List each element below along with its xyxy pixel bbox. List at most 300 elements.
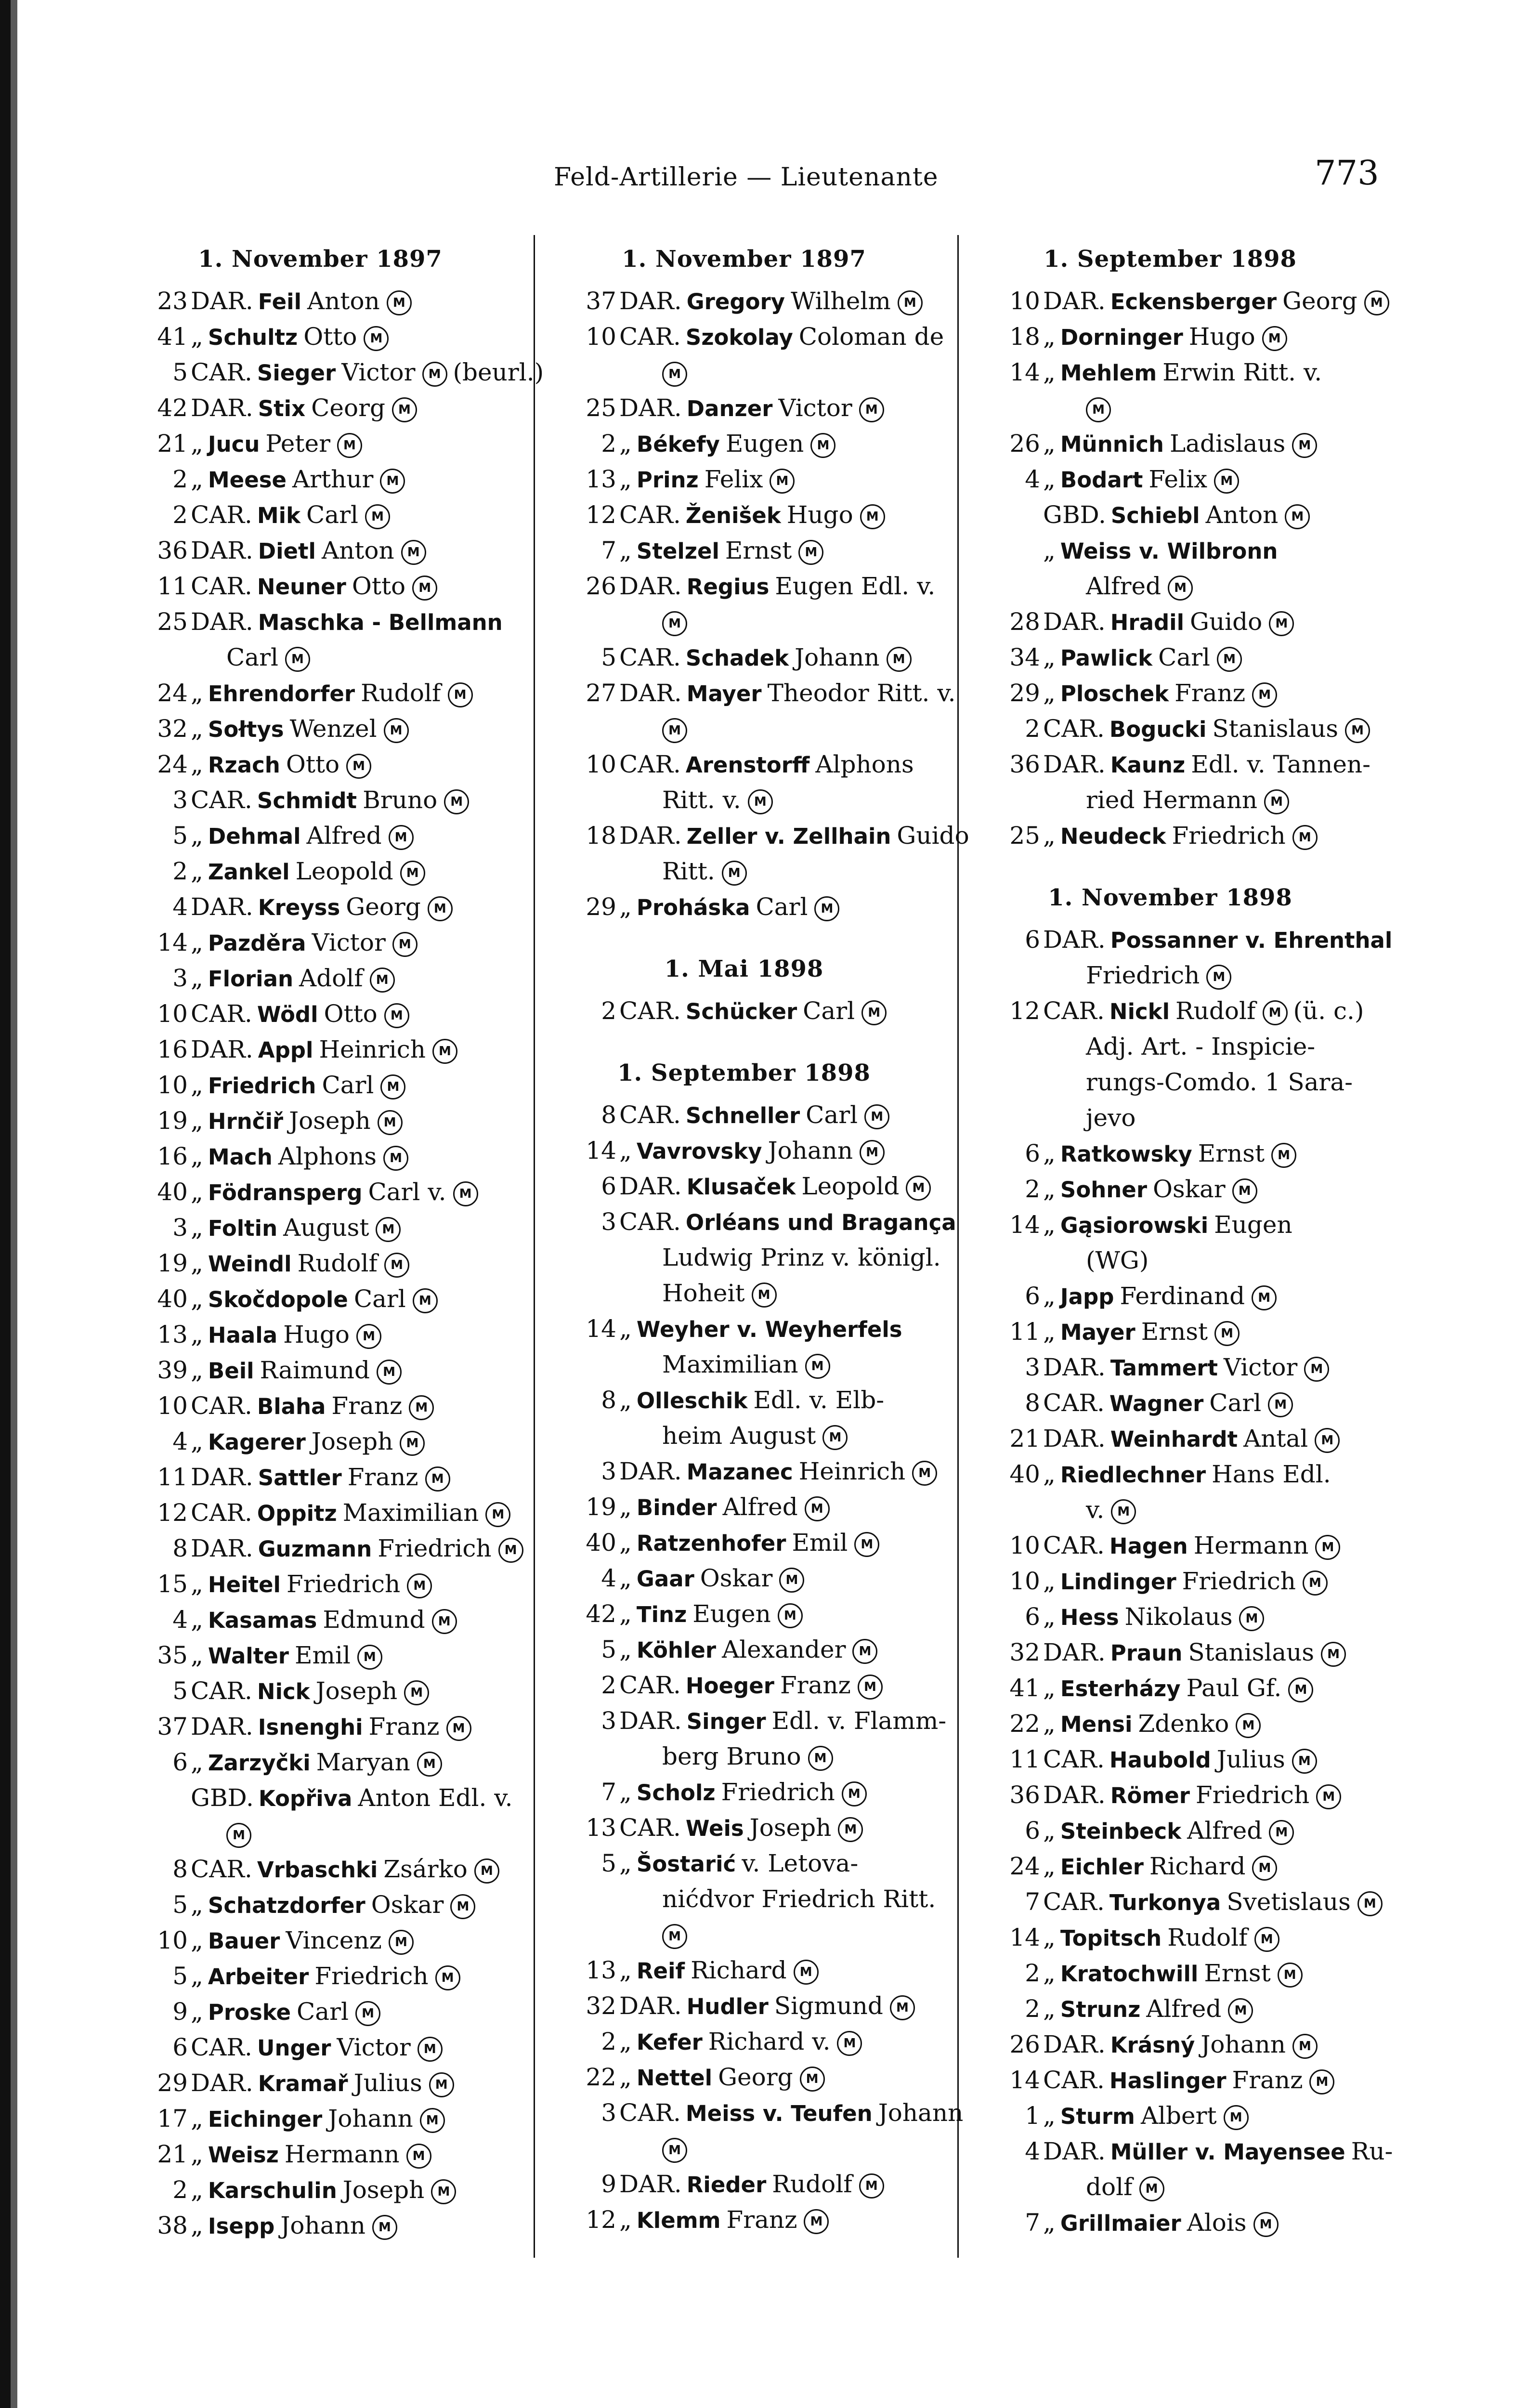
regiment-number: 19	[157, 1249, 188, 1277]
given-name: Victor	[1224, 1353, 1298, 1381]
unit-abbreviation: CAR.	[619, 323, 681, 351]
regiment-number: 3	[601, 1457, 616, 1485]
surname: Orléans und Bragança	[685, 1210, 956, 1235]
given-name: Edl. v. Tannen-	[1191, 750, 1371, 778]
roster-entry-continuation	[111, 1816, 530, 1851]
regiment-number: 4	[172, 1427, 188, 1455]
surname: Hagen	[1109, 1533, 1188, 1559]
roster-entry	[963, 1813, 1377, 1848]
roster-entry	[111, 568, 530, 604]
given-name: Ferdinand	[1120, 1282, 1245, 1310]
unit-abbreviation: „	[191, 1606, 203, 1634]
regiment-number: 14	[586, 1137, 616, 1165]
given-name: Guido	[897, 822, 969, 850]
given-name: Anton	[1205, 501, 1279, 529]
regiment-number: 5	[601, 1849, 616, 1877]
regiment-number: 26	[586, 572, 616, 600]
unit-abbreviation: „	[1043, 2102, 1056, 2130]
unit-abbreviation: DAR.	[619, 1992, 682, 2020]
regiment-number: 8	[172, 1534, 188, 1562]
roster-entry	[963, 675, 1377, 711]
unit-abbreviation: „	[1043, 1959, 1056, 1987]
roster-entry-continuation	[539, 1347, 949, 1382]
roster-entry	[963, 1848, 1377, 1884]
given-name: Joseph	[289, 1107, 371, 1135]
m-medal-icon: M	[1292, 825, 1318, 850]
m-medal-icon: M	[1304, 1357, 1329, 1382]
surname: Bodart	[1060, 467, 1143, 493]
m-medal-icon: M	[406, 2144, 431, 2169]
unit-abbreviation: „	[1043, 1674, 1056, 1702]
m-medal-icon: M	[912, 1461, 937, 1486]
given-name: Edmund	[323, 1606, 425, 1634]
given-name: August	[283, 1214, 369, 1242]
surname: Mayer	[1060, 1320, 1135, 1345]
roster-entry	[539, 1845, 949, 1881]
unit-abbreviation: CAR.	[191, 2033, 252, 2061]
unit-abbreviation: DAR.	[619, 2170, 682, 2198]
surname: Friedrich	[208, 1073, 316, 1099]
roster-entry	[111, 996, 530, 1032]
surname: Mehlem	[1060, 360, 1157, 386]
regiment-number: 10	[157, 1392, 188, 1420]
regiment-number: 7	[601, 1778, 616, 1806]
m-medal-icon: M	[409, 1395, 434, 1420]
roster-entry	[539, 1168, 949, 1204]
m-medal-icon: M	[1252, 1856, 1277, 1881]
roster-entry	[963, 1136, 1377, 1171]
unit-abbreviation: „	[191, 1356, 203, 1384]
roster-entry	[963, 1920, 1377, 1955]
surname: Florian	[208, 966, 294, 992]
m-medal-icon: M	[1271, 1143, 1296, 1168]
m-medal-icon: M	[898, 290, 923, 315]
given-name: Felix	[1148, 465, 1208, 493]
unit-abbreviation: CAR.	[619, 997, 681, 1025]
roster-entry	[963, 2027, 1377, 2062]
promotion-date-heading: 1. November 1898	[1048, 884, 1292, 911]
roster-entry	[539, 1311, 949, 1347]
m-medal-icon: M	[887, 647, 912, 672]
unit-abbreviation: „	[191, 1214, 203, 1242]
regiment-number: 14	[1009, 1211, 1040, 1239]
given-name: Maryan	[316, 1748, 410, 1776]
regiment-number: 10	[586, 323, 616, 351]
m-medal-icon: M	[377, 1360, 402, 1385]
unit-abbreviation: „	[191, 1178, 203, 1206]
roster-entry	[111, 1352, 530, 1388]
roster-entry	[111, 319, 530, 354]
given-name: Eugen	[692, 1600, 771, 1628]
given-name: Carl	[1158, 643, 1211, 671]
given-name: Franz	[726, 2206, 797, 2234]
given-name: Sigmund	[774, 1992, 883, 2020]
roster-entry	[111, 889, 530, 925]
m-medal-icon: M	[1321, 1642, 1346, 1667]
m-medal-icon: M	[748, 789, 773, 814]
m-medal-icon: M	[444, 789, 469, 814]
unit-abbreviation: „	[191, 1249, 203, 1277]
surname: Meese	[208, 467, 287, 493]
given-name: Friedrich	[1172, 822, 1286, 850]
m-medal-icon: M	[432, 1609, 457, 1634]
unit-abbreviation: „	[619, 1315, 632, 1343]
continuation-text: Carl	[226, 643, 278, 671]
surname: Krásný	[1110, 2032, 1195, 2058]
surname: Weindl	[208, 1251, 292, 1277]
continuation-text: Hoheit	[662, 1279, 745, 1307]
unit-abbreviation: „	[619, 2063, 632, 2091]
m-medal-icon: M	[1111, 1499, 1136, 1524]
continuation-text: ried Hermann	[1086, 786, 1258, 814]
unit-abbreviation: „	[1043, 1139, 1056, 1167]
regiment-number: 29	[1009, 679, 1040, 707]
given-name: Carl	[756, 893, 808, 921]
regiment-number: 22	[1009, 1710, 1040, 1738]
regiment-number: 24	[157, 750, 188, 778]
m-medal-icon: M	[365, 504, 390, 529]
regiment-number: 25	[157, 608, 188, 636]
regiment-number: 4	[601, 1564, 616, 1592]
unit-abbreviation: DAR.	[1043, 926, 1106, 954]
given-name: Alfred	[306, 822, 382, 850]
surname: Hoeger	[685, 1673, 774, 1699]
roster-column-1	[111, 235, 544, 2243]
m-medal-icon: M	[1288, 1677, 1313, 1702]
given-name: Hermann	[1193, 1531, 1309, 1559]
roster-entry	[963, 533, 1377, 568]
surname: Isnenghi	[258, 1714, 363, 1740]
unit-abbreviation: „	[1043, 1603, 1056, 1631]
regiment-number: 10	[1009, 1567, 1040, 1595]
promotion-date-heading: 1. November 1897	[198, 246, 443, 273]
unit-abbreviation: CAR.	[619, 501, 681, 529]
m-medal-icon: M	[384, 718, 409, 743]
m-medal-icon: M	[779, 1568, 804, 1593]
roster-entry	[963, 922, 1393, 957]
given-name: Coloman de	[798, 323, 944, 351]
given-name: Joseph	[311, 1427, 393, 1455]
continuation-text: Adj. Art. - Inspicie-	[1086, 1033, 1316, 1060]
surname: Haala	[208, 1322, 278, 1348]
roster-entry	[539, 1667, 949, 1703]
surname: Römer	[1110, 1783, 1190, 1808]
regiment-number: 5	[172, 1677, 188, 1705]
m-medal-icon: M	[448, 682, 473, 707]
m-medal-icon: M	[1236, 1713, 1261, 1738]
roster-entry	[963, 1741, 1377, 1777]
surname: Vrbaschki	[257, 1857, 378, 1883]
regiment-number: 2	[172, 857, 188, 885]
regiment-number: 3	[601, 1208, 616, 1236]
roster-entry	[963, 1171, 1377, 1207]
unit-abbreviation: DAR.	[191, 2069, 253, 2097]
m-medal-icon: M	[842, 1781, 867, 1806]
m-medal-icon: M	[838, 1817, 863, 1842]
regiment-number: 13	[586, 465, 616, 493]
regiment-number: 28	[1009, 608, 1040, 636]
unit-abbreviation: CAR.	[619, 1208, 681, 1236]
column-rule-left	[534, 235, 535, 2258]
regiment-number: 13	[157, 1321, 188, 1348]
m-medal-icon: M	[407, 1573, 432, 1598]
m-medal-icon: M	[804, 2209, 829, 2234]
m-medal-icon: M	[1309, 2069, 1334, 2094]
surname: Tinz	[636, 1602, 687, 1627]
given-name: Carl	[297, 1998, 349, 2026]
surname: Sohner	[1060, 1177, 1148, 1203]
roster-entry	[539, 2166, 949, 2202]
m-medal-icon: M	[370, 968, 395, 993]
m-medal-icon: M	[1316, 1784, 1341, 1809]
surname: Schücker	[685, 999, 797, 1024]
regiment-number: 37	[157, 1713, 188, 1741]
unit-abbreviation: „	[191, 750, 203, 778]
unit-abbreviation: CAR.	[191, 1000, 252, 1028]
m-medal-icon: M	[1268, 1392, 1293, 1417]
unit-abbreviation: DAR.	[1043, 1638, 1106, 1666]
unit-abbreviation: CAR.	[1043, 1389, 1105, 1417]
surname: Zarzyčki	[208, 1750, 311, 1776]
surname: Pazděra	[208, 930, 306, 956]
regiment-number: 25	[1009, 822, 1040, 850]
given-name: Zsárko	[383, 1855, 468, 1883]
regiment-number: 12	[1009, 997, 1040, 1025]
roster-entry	[963, 1314, 1377, 1349]
m-medal-icon: M	[1269, 611, 1294, 636]
unit-abbreviation: „	[1043, 2209, 1056, 2237]
continuation-text: Ritt.	[662, 857, 715, 885]
roster-entry	[963, 1528, 1377, 1563]
surname: Topitsch	[1060, 1925, 1162, 1951]
given-name: Hans Edl.	[1212, 1460, 1331, 1488]
roster-entry	[111, 1673, 530, 1709]
m-medal-icon: M	[392, 397, 417, 422]
m-medal-icon: M	[346, 754, 371, 779]
surname: Proske	[208, 2000, 291, 2025]
given-name: Johann	[795, 643, 880, 671]
unit-abbreviation: „	[1043, 679, 1056, 707]
surname: Singer	[686, 1709, 766, 1734]
m-medal-icon: M	[1285, 504, 1310, 529]
given-name: Rudolf	[772, 2170, 852, 2198]
regiment-number: 6	[1025, 1817, 1040, 1845]
given-name: Leopold	[801, 1172, 900, 1200]
given-name: Joseph	[342, 2176, 425, 2204]
regiment-number: 12	[586, 2206, 616, 2234]
given-name: Stanislaus	[1188, 1638, 1315, 1666]
unit-abbreviation: CAR.	[1043, 997, 1105, 1025]
roster-entry	[111, 1923, 530, 1958]
roster-entry	[111, 497, 530, 533]
roster-entry	[963, 497, 1377, 533]
roster-entry	[111, 1210, 530, 1245]
roster-entry	[111, 853, 530, 889]
surname: Ratkowsky	[1060, 1141, 1192, 1167]
m-medal-icon: M	[485, 1502, 510, 1527]
surname: Haslinger	[1109, 2068, 1227, 2094]
unit-abbreviation: CAR.	[1043, 1745, 1105, 1773]
roster-entry	[539, 1988, 949, 2024]
roster-entry	[539, 319, 949, 354]
given-name: Johann	[280, 2212, 365, 2239]
regiment-number: 6	[172, 1748, 188, 1776]
m-medal-icon: M	[1214, 1321, 1240, 1346]
roster-entry	[539, 1596, 949, 1632]
surname: Pawlick	[1060, 645, 1153, 671]
m-medal-icon: M	[822, 1425, 848, 1450]
roster-entry	[539, 1632, 949, 1667]
unit-abbreviation: CAR.	[1043, 715, 1105, 743]
surname: Guzmann	[258, 1536, 372, 1562]
roster-entry	[963, 993, 1377, 1029]
regiment-number: 21	[1009, 1425, 1040, 1453]
unit-abbreviation: „	[191, 323, 203, 351]
status-note: (ü. c.)	[1293, 997, 1364, 1025]
given-name: Friedrich	[378, 1534, 492, 1562]
roster-entry	[539, 1952, 949, 1988]
continuation-text: Ritt. v.	[662, 786, 741, 814]
unit-abbreviation: „	[619, 2028, 632, 2055]
regiment-number: 8	[601, 1101, 616, 1129]
surname: Neuner	[257, 574, 346, 600]
regiment-number: 6	[172, 2033, 188, 2061]
regiment-number: 10	[157, 1000, 188, 1028]
unit-abbreviation: DAR.	[1043, 2137, 1106, 2165]
regiment-number: 5	[172, 1891, 188, 1919]
regiment-number: 7	[1025, 1888, 1040, 1916]
given-name: Carl	[803, 997, 855, 1025]
roster-entry	[111, 2172, 530, 2208]
unit-abbreviation: „	[619, 1493, 632, 1521]
roster-entry	[963, 1777, 1377, 1813]
m-medal-icon: M	[372, 2215, 397, 2240]
m-medal-icon: M	[1264, 789, 1289, 814]
regiment-number: 21	[157, 2140, 188, 2168]
unit-abbreviation: CAR.	[619, 643, 681, 671]
roster-entry	[963, 2098, 1377, 2133]
m-medal-icon: M	[1292, 2034, 1318, 2059]
continuation-text: (WG)	[1086, 1246, 1149, 1274]
unit-abbreviation: „	[191, 2176, 203, 2204]
regiment-number: 16	[157, 1035, 188, 1063]
given-name: Anton	[307, 287, 380, 315]
unit-abbreviation: „	[191, 1427, 203, 1455]
unit-abbreviation: GBD.	[191, 1784, 254, 1812]
regiment-number: 41	[1009, 1674, 1040, 1702]
unit-abbreviation: „	[1043, 358, 1056, 386]
roster-entry	[539, 533, 949, 568]
continuation-text: Alfred	[1086, 572, 1162, 600]
roster-entry	[111, 960, 530, 996]
given-name: Oskar	[1153, 1175, 1226, 1203]
roster-entry-continuation	[539, 1739, 949, 1774]
given-name: Franz	[331, 1392, 403, 1420]
regiment-number: 26	[1009, 430, 1040, 458]
regiment-number: 10	[586, 750, 616, 778]
m-medal-icon: M	[794, 1960, 819, 1985]
m-medal-icon: M	[1214, 469, 1239, 494]
unit-abbreviation: DAR.	[191, 537, 253, 564]
regiment-number: 11	[157, 1463, 188, 1491]
unit-abbreviation: „	[619, 1529, 632, 1557]
surname: Japp	[1060, 1284, 1114, 1309]
surname: Reif	[636, 1958, 685, 1984]
roster-entry-continuation	[539, 1275, 949, 1311]
surname: Hudler	[686, 1994, 769, 2019]
regiment-number: 11	[1009, 1318, 1040, 1346]
given-name: Albert	[1140, 2102, 1217, 2130]
given-name: Leopold	[295, 857, 393, 885]
roster-entry	[963, 1635, 1377, 1670]
roster-entry	[539, 1525, 949, 1560]
unit-abbreviation: „	[1043, 1282, 1056, 1310]
given-name: Friedrich	[286, 1570, 401, 1598]
m-medal-icon: M	[1262, 326, 1287, 351]
given-name: Vincenz	[286, 1926, 382, 1954]
given-name: Rudolf	[297, 1249, 378, 1277]
surname: Szokolay	[685, 325, 793, 350]
unit-abbreviation: CAR.	[619, 750, 681, 778]
given-name: Franz	[1175, 679, 1246, 707]
m-medal-icon: M	[1224, 2105, 1249, 2130]
surname: Šostarić	[636, 1851, 736, 1877]
roster-entry	[539, 1560, 949, 1596]
regiment-number: 5	[172, 1962, 188, 1990]
promotion-date-heading: 1. September 1898	[617, 1060, 871, 1086]
regiment-number: 24	[157, 679, 188, 707]
m-medal-icon: M	[389, 825, 414, 850]
unit-abbreviation: „	[191, 1748, 203, 1776]
surname: Stelzel	[636, 538, 719, 564]
surname: Kratochwill	[1060, 1961, 1199, 1987]
surname: Vavrovsky	[636, 1139, 762, 1164]
roster-entry-continuation	[111, 640, 530, 675]
roster-entry-continuation	[963, 1492, 1377, 1528]
surname: Ženišek	[685, 503, 781, 528]
roster-entry	[539, 1810, 949, 1845]
continuation-text: Maximilian	[662, 1350, 798, 1378]
given-name: Theodor Ritt. v.	[767, 679, 956, 707]
surname: Klusaček	[686, 1174, 796, 1200]
m-medal-icon: M	[722, 861, 747, 886]
regiment-number: 12	[157, 1499, 188, 1527]
unit-abbreviation: CAR.	[191, 1677, 252, 1705]
regiment-number: 5	[601, 1636, 616, 1663]
m-medal-icon: M	[384, 1003, 409, 1028]
given-name: Svetislaus	[1227, 1888, 1351, 1916]
regiment-number: 13	[586, 1956, 616, 1984]
given-name: Joseph	[749, 1814, 832, 1842]
given-name: Franz	[347, 1463, 418, 1491]
roster-entry	[539, 993, 949, 1029]
surname: Nettel	[636, 2065, 713, 2091]
surname: Münnich	[1060, 432, 1164, 457]
m-medal-icon: M	[425, 1466, 450, 1492]
unit-abbreviation: „	[1043, 323, 1056, 351]
regiment-number: 12	[586, 501, 616, 529]
given-name: Otto	[324, 1000, 378, 1028]
m-medal-icon: M	[474, 1858, 499, 1884]
m-medal-icon: M	[420, 2108, 445, 2133]
regiment-number: 11	[157, 572, 188, 600]
regiment-number: 3	[601, 2099, 616, 2127]
m-medal-icon: M	[1263, 1000, 1288, 1025]
unit-abbreviation: DAR.	[1043, 1781, 1106, 1809]
surname: Proháska	[636, 895, 750, 920]
given-name: Friedrich	[1195, 1781, 1310, 1809]
given-name: Felix	[704, 465, 763, 493]
